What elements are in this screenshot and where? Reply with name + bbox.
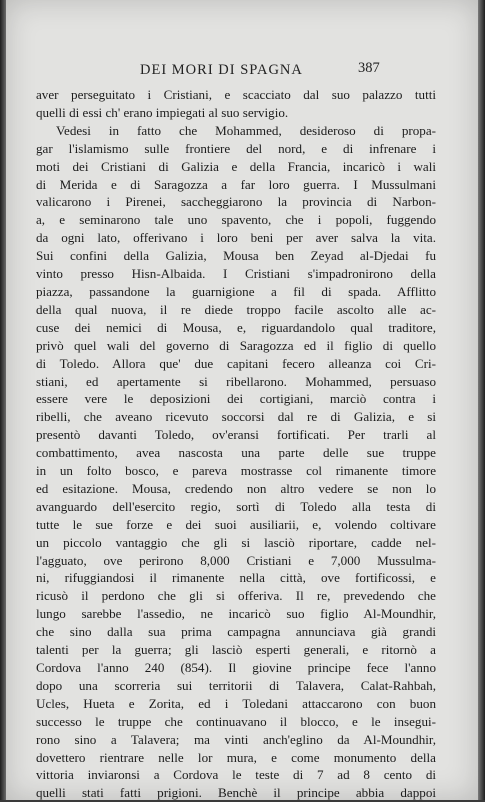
text-line: essere vere le deposizioni dei cortigiani, marciò contra i (36, 391, 436, 407)
text-line: piazza, passandone la guarnigione a fil di spada. Afflitto (36, 283, 436, 299)
text-line: avanguardo dell'esercito regio, sortì di Toledo alla testa di (36, 498, 436, 514)
text-line: aver perseguitato i Cristiani, e scacciato dal suo palazzo tutti (36, 87, 436, 102)
page-number: 387 (358, 60, 380, 76)
text-line: ribelli, che aveano ricevuto soccorsi dal re di Galizia, e si (36, 409, 436, 425)
text-line: di Toledo. Allora que' due capitani fecero alleanza coi Cri- (36, 355, 436, 371)
text-line: talenti per la guerra; gli lasciò esperti generali, e ritornò a (36, 642, 436, 658)
text-line: gar l'islamismo sulle frontiere del nord, e di infrenare i (36, 140, 436, 156)
text-line: di Merida e di Saragozza a far loro guerra. I Mussulmani (36, 176, 436, 192)
text-line: in un folto bosco, e pareva mostrasse col rimanente timore (36, 463, 436, 479)
text-line: l'agguato, ove perirono 8,000 Cristiani e 7,000 Mussulma- (36, 552, 436, 568)
text-line: vinto presso Hisn-Albaida. I Cristiani s'impadronirono della (36, 266, 436, 282)
text-line: che sino dalla sua prima campagna annunciava già grandi (36, 624, 436, 640)
text-line: ed esitazione. Mousa, credendo non altro vedere se non lo (36, 480, 436, 496)
text-line: valicarono i Pirenei, saccheggiarono la provincia di Narbon- (36, 194, 436, 210)
text-line: Cordova l'anno 240 (854). Il giovine principe fece l'anno (36, 660, 436, 675)
text-line: lungo sarebbe l'assedio, ne incaricò suo figlio Al-Moundhir, (36, 606, 436, 622)
page-right-edge-shadow (478, 0, 485, 800)
text-line: cuse dei nemici di Mousa, e, riguardandolo qual traditore, (36, 319, 436, 335)
text-line: Vedesi in fatto che Mohammed, desideroso di propa- (56, 122, 436, 138)
text-line: moti dei Cristiani di Galizia e della Francia, incaricò i wali (36, 158, 436, 174)
body-text (36, 86, 436, 802)
text-line: da ogni lato, offerivano i loro beni per aver salva la vita. (36, 230, 436, 246)
text-line: successo le truppe che continuavano il blocco, e le insegui- (36, 713, 436, 729)
text-line: combattimento, avea nascosta una parte delle sue truppe (36, 445, 436, 461)
text-line: a, e seminarono tale uno spavento, che i popoli, fuggendo (36, 212, 436, 228)
text-line: vittoria inviaronsi a Cordova le teste di 7 ad 8 cento di (36, 767, 436, 783)
text-line: quelli di essi ch' erano impiegati al suo servigio. (36, 104, 289, 120)
text-line: un piccolo vantaggio che gli si lasciò riportare, cadde nel- (36, 534, 436, 550)
text-line: tutte le sue forze e dei suoi ausiliarii, e, volendo coltivare (36, 516, 436, 532)
text-line: quelli stati fatti prigioni. Benchè il principe abbia dappoi (36, 785, 436, 801)
text-line: dovettero rientrare nelle lor mura, e come monumento della (36, 749, 436, 765)
text-line: privò quel wali del governo di Saragozza ed il figlio di quello (36, 337, 436, 353)
text-line: della qual nuova, il re diede troppo facile ascolto alle ac- (36, 301, 436, 317)
running-title: DEI MORI DI SPAGNA (140, 62, 303, 78)
text-line: rono sino a Talavera; ma vinti anch'eglino da Al-Moundhir, (36, 731, 436, 747)
text-line: dopo una scorreria sui territorii di Talavera, Calat-Rahbah, (36, 677, 436, 693)
text-line: ricusò il perdono che gli si offeriva. Il re, prevedendo che (36, 588, 436, 604)
text-line: ni, rifuggiandosi il rimanente nella città, ove fortificossi, e (36, 570, 436, 586)
book-page (6, 0, 478, 800)
text-line: Ucles, Hueta e Zorita, ed i Toledani attaccarono con buon (36, 695, 436, 711)
text-line: presentò davanti Toledo, ov'eransi fortificati. Per trarli al (36, 427, 436, 443)
text-line: stiani, ed apertamente si ribellarono. Mohammed, persuaso (36, 373, 436, 389)
text-line: Sui confini della Galizia, Mousa ben Zeyad al-Djedai fu (36, 248, 436, 264)
